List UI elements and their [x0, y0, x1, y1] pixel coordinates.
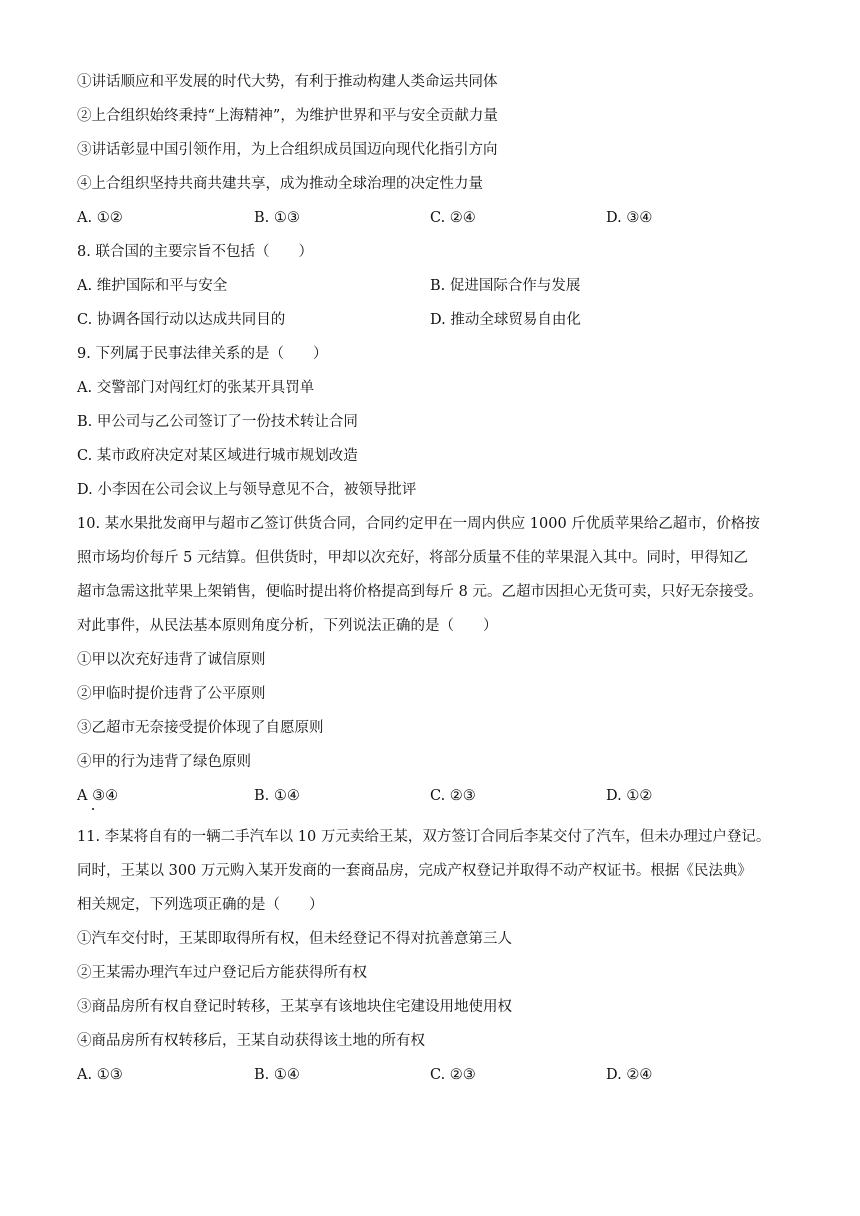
q9-option-b: B. 甲公司与乙公司签订了一份技术转让合同: [77, 414, 358, 430]
q9-stem: 9. 下列属于民事法律关系的是（ ）: [77, 346, 328, 362]
q7-option-a: A. ①②: [77, 210, 123, 226]
q11-statement-4: ④商品房所有权转移后，王某自动获得该土地的所有权: [77, 1033, 425, 1049]
q11-statement-3: ③商品房所有权自登记时转移，王某享有该地块住宅建设用地使用权: [77, 999, 512, 1015]
q8-option-d: D. 推动全球贸易自由化: [430, 312, 581, 328]
q10-option-b: B. ①④: [254, 788, 300, 804]
q8-option-b: B. 促进国际合作与发展: [430, 278, 581, 294]
q11-stem-line-2: 同时，王某以 300 万元购入某开发商的一套商品房，完成产权登记并取得不动产权证书。根据《民法典》: [77, 863, 752, 879]
q11-option-a: A. ①③: [77, 1067, 123, 1083]
q10-statement-4: ④甲的行为违背了绿色原则: [77, 754, 251, 770]
q9-option-d: D. 小李因在公司会议上与领导意见不合，被领导批评: [77, 482, 417, 498]
q8-options-row-2: [77, 310, 797, 330]
q8-option-c: C. 协调各国行动以达成共同目的: [77, 312, 286, 328]
q8-stem: 8. 联合国的主要宗旨不包括（ ）: [77, 244, 313, 260]
q11-option-b: B. ①④: [254, 1067, 300, 1083]
q10-option-d: D. ①②: [606, 788, 653, 804]
q8-option-a: A. 维护国际和平与安全: [77, 278, 228, 294]
q9-option-a: A. 交警部门对闯红灯的张某开具罚单: [77, 380, 315, 396]
q10-stem-line-3: 超市急需这批苹果上架销售，便临时提出将价格提高到每斤 8 元。乙超市因担心无货可卖，只好无奈接受。: [77, 584, 763, 600]
q10-statement-1: ①甲以次充好违背了诚信原则: [77, 652, 266, 668]
q11-statement-2: ②王某需办理汽车过户登记后方能获得所有权: [77, 965, 367, 981]
q10-statement-3: ③乙超市无奈接受提价体现了自愿原则: [77, 720, 324, 736]
q10-options: [77, 786, 797, 806]
q10-option-c: C. ②③: [430, 788, 476, 804]
q7-statement-3: ③讲话彰显中国引领作用，为上合组织成员国迈向现代化指引方向: [77, 142, 498, 158]
stray-dot-mark: [92, 808, 94, 810]
q11-option-d: D. ②④: [606, 1067, 653, 1083]
q7-option-d: D. ③④: [606, 210, 653, 226]
q11-statement-1: ①汽车交付时，王某即取得所有权，但未经登记不得对抗善意第三人: [77, 931, 512, 947]
q8-options-row-1: [77, 276, 797, 296]
q7-options: [77, 208, 797, 228]
q10-stem-line-1: 10. 某水果批发商甲与超市乙签订供货合同，合同约定甲在一周内供应 1000 斤优质苹果给乙超市，价格按: [77, 516, 760, 532]
q10-option-a: A ③④: [77, 788, 119, 804]
q11-options: [77, 1065, 797, 1085]
q11-stem-line-1: 11. 李某将自有的一辆二手汽车以 10 万元卖给王某，双方签订合同后李某交付了汽车，但未办理过户登记。: [77, 829, 771, 845]
q10-statement-2: ②甲临时提价违背了公平原则: [77, 686, 266, 702]
q7-statement-2: ②上合组织始终秉持“上海精神”，为维护世界和平与安全贡献力量: [77, 108, 498, 124]
q7-statement-4: ④上合组织坚持共商共建共享，成为推动全球治理的决定性力量: [77, 176, 483, 192]
q9-option-c: C. 某市政府决定对某区域进行城市规划改造: [77, 448, 358, 464]
q11-stem-line-3: 相关规定，下列选项正确的是（ ）: [77, 897, 324, 913]
q7-option-b: B. ①③: [254, 210, 300, 226]
q7-statement-1: ①讲话顺应和平发展的时代大势，有利于推动构建人类命运共同体: [77, 74, 498, 90]
q7-option-c: C. ②④: [430, 210, 476, 226]
q10-stem-line-4: 对此事件，从民法基本原则角度分析，下列说法正确的是（ ）: [77, 618, 498, 634]
q11-option-c: C. ②③: [430, 1067, 476, 1083]
q10-stem-line-2: 照市场均价每斤 5 元结算。但供货时，甲却以次充好，将部分质量不佳的苹果混入其中。同时，甲得知乙: [77, 550, 748, 566]
